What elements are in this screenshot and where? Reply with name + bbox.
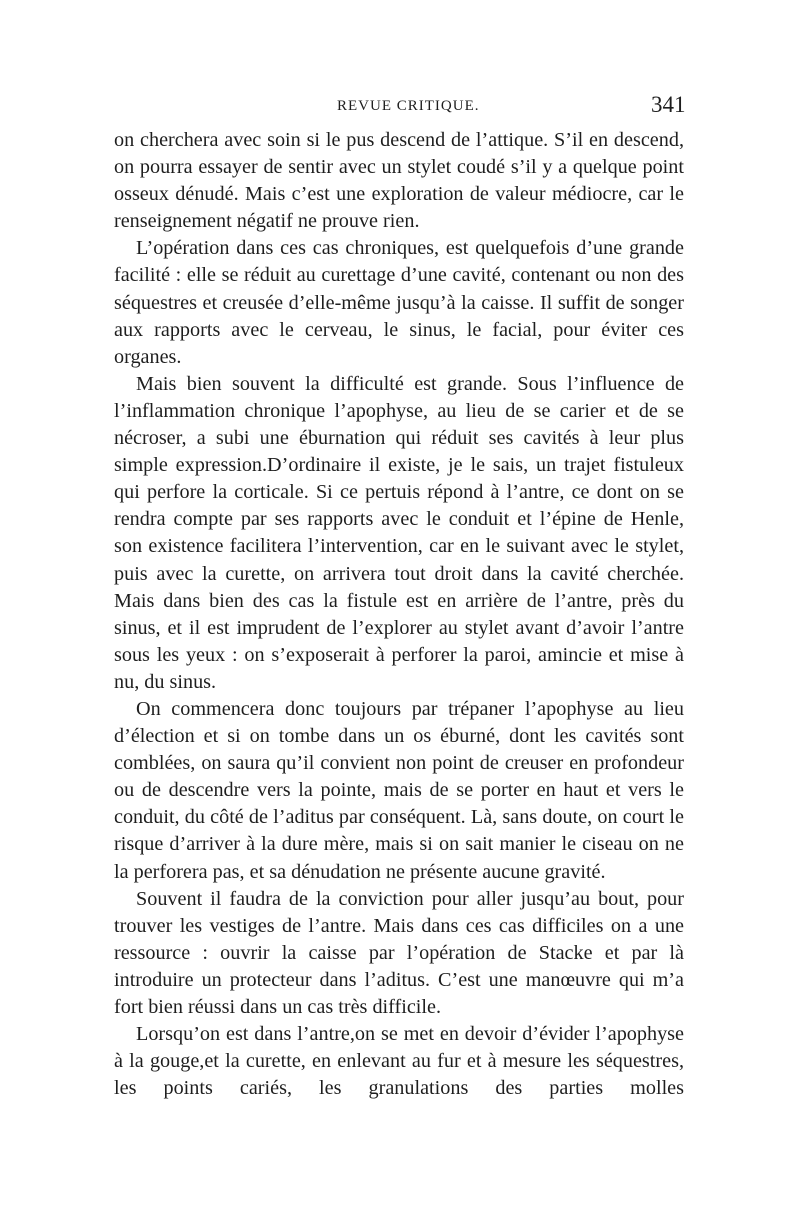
running-title: REVUE CRITIQUE. bbox=[337, 98, 480, 114]
paragraph: on cherchera avec soin si le pus descend de l’attique. S’il en descend, on pourra essayer de sentir avec un stylet coudé s’il y a quelque point osseux dénudé. Mais c’est une exploration de valeur médiocre, car le renseignement négatif ne prouve rien. bbox=[114, 129, 684, 233]
body-text bbox=[114, 127, 684, 1102]
paragraph: Souvent il faudra de la conviction pour aller jusqu’au bout, pour trouver les vestiges de l’antre. Mais dans ces cas difficiles on a une ressource : ouvrir la caisse par l’opération de Stacke et par là introduire un protecteur dans l’aditus. C’est une manœuvre qui m’a fort bien réussi dans un cas très difficile. bbox=[114, 887, 684, 1018]
page-number: 341 bbox=[651, 92, 686, 117]
paragraph: L’opération dans ces cas chroniques, est quelquefois d’une grande facilité : elle se réduit au curettage d’une cavité, contenant ou non des séquestres et creusée d’elle-même jusqu’à la caisse. Il suffit de songer aux rapports avec le cerveau, le sinus, le facial, pour éviter ces organes. bbox=[114, 237, 684, 368]
paragraph: On commencera donc toujours par trépaner l’apophyse au lieu d’élection et si on tombe dans un os éburné, dont les cavités sont comblées, on saura qu’il convient non point de creuser en profondeur ou de descendre vers la pointe, mais de se porter en haut et vers le conduit, du côté de l’aditus par conséquent. Là, sans doute, on court le risque d’arriver à la dure mère, mais si on sait manier le ciseau on ne la perforera pas, et sa dénudation ne présente aucune gravité. bbox=[114, 697, 684, 883]
paragraph: Mais bien souvent la difficulté est grande. Sous l’influence de l’inflammation chronique l’apophyse, au lieu de se carier et de se nécroser, a subi une éburnation qui réduit ses cavités à leur plus simple expression.D’ordinaire il existe, je le sais, un trajet fistuleux qui perfore la corticale. Si ce pertuis répond à l’antre, ce dont on se rendra compte par ses rapports avec le conduit et l’épine de Henle, son existence facilitera l’intervention, car en le suivant avec le stylet, puis avec la curette, on arrivera tout droit dans la cavité cherchée. Mais dans bien des cas la fistule est en arrière de l’antre, près du sinus, et il est imprudent de l’explorer au stylet avant d’avoir l’antre sous les yeux : on s’exposerait à perforer la paroi, amincie et mise à nu, du sinus. bbox=[114, 372, 684, 693]
paragraph: Lorsqu’on est dans l’antre,on se met en devoir d’évider l’apophyse à la gouge,et la curette, en enlevant au fur et à mesure les séquestres, les points cariés, les granulations des parties molles bbox=[114, 1023, 684, 1100]
